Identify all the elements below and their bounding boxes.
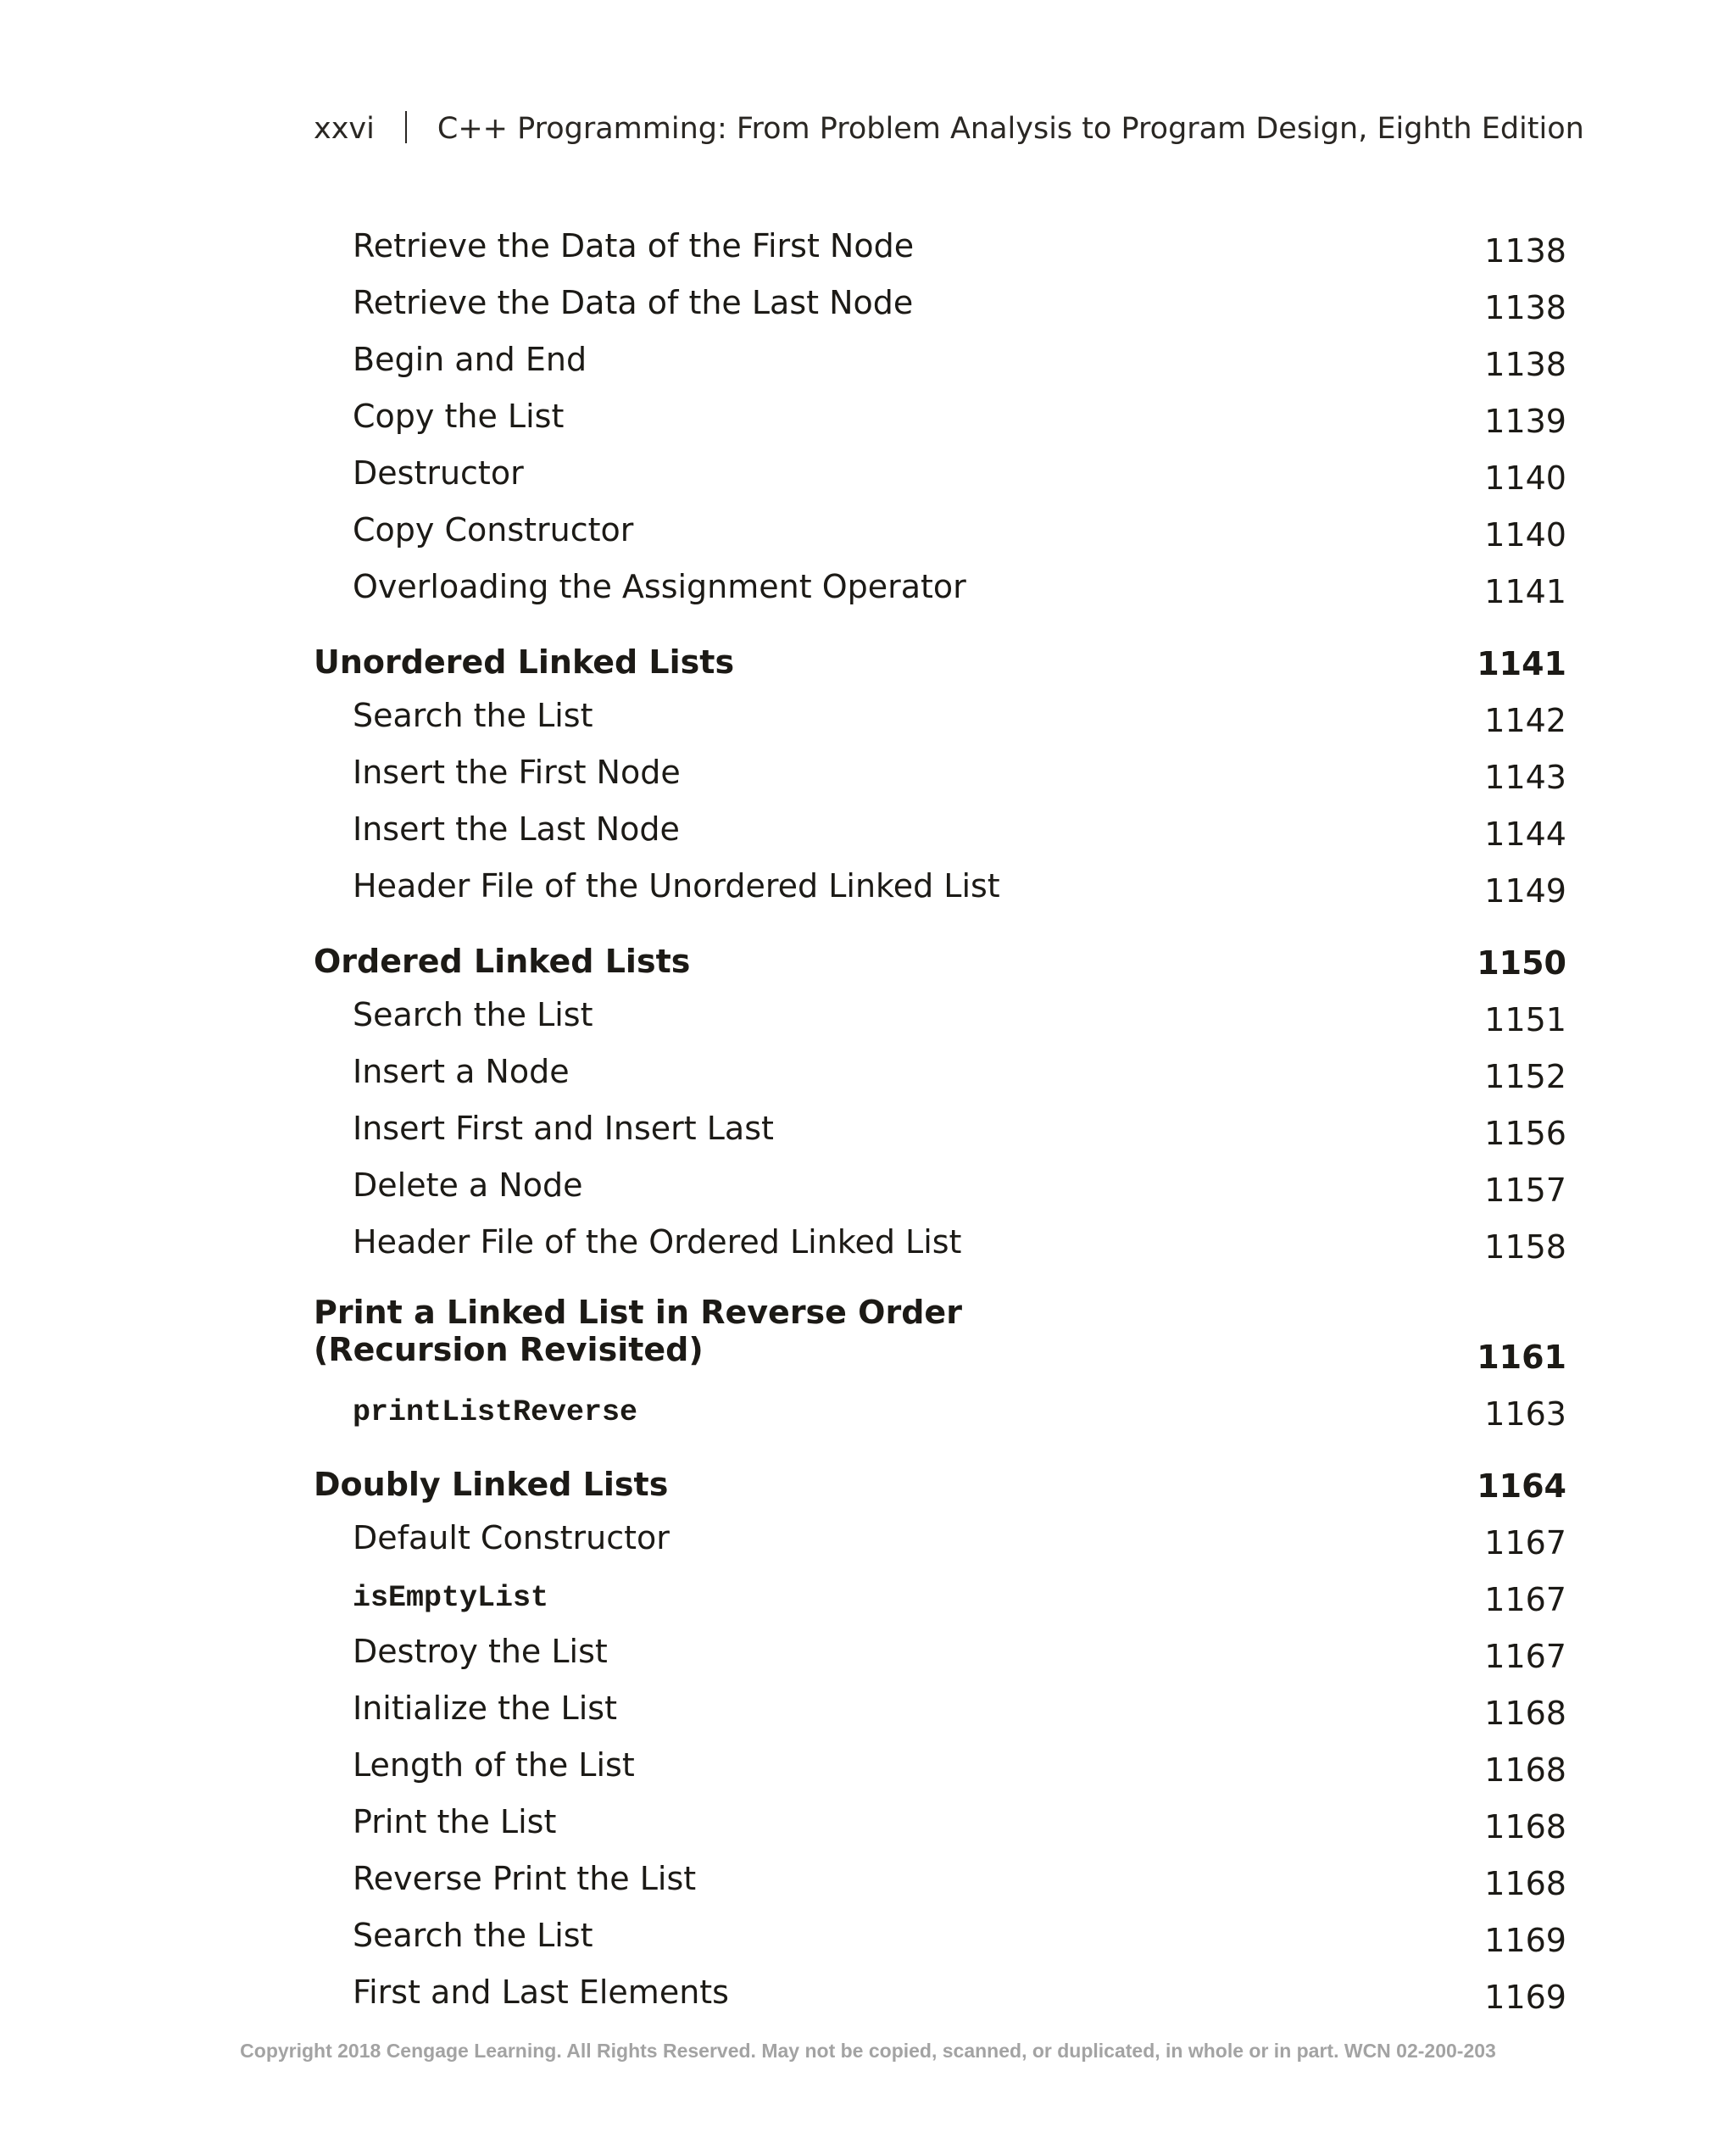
toc-entry-label: Destructor — [353, 454, 524, 492]
toc-entry-label-code: isEmptyList — [353, 1581, 549, 1615]
toc-entry-label: Overloading the Assignment Operator — [353, 568, 966, 605]
toc-section-page: 1164 — [1477, 1467, 1566, 1505]
toc-entry[interactable] — [314, 1628, 1566, 1684]
toc-entry-page: 1168 — [1484, 1695, 1566, 1732]
toc-entry[interactable] — [314, 1968, 1566, 2025]
running-head — [314, 109, 1584, 149]
toc-entry-page: 1138 — [1484, 232, 1566, 270]
toc-entry-label: Initialize the List — [353, 1690, 617, 1727]
toc-entry-page: 1138 — [1484, 289, 1566, 326]
toc-entry-label: Insert the Last Node — [353, 810, 680, 848]
toc-entry-label: Copy Constructor — [353, 511, 634, 548]
toc-entry-page: 1139 — [1484, 403, 1566, 440]
toc-entry-page: 1167 — [1484, 1638, 1566, 1675]
toc-entry-label: Insert a Node — [353, 1053, 570, 1090]
toc-entry[interactable] — [314, 222, 1566, 279]
toc-section-heading[interactable] — [314, 638, 1566, 692]
toc-entry-page: 1158 — [1484, 1228, 1566, 1266]
toc-entry-label: Search the List — [353, 697, 593, 734]
toc-entry[interactable] — [314, 1385, 1566, 1442]
toc-entry[interactable] — [314, 1105, 1566, 1161]
toc-entry[interactable] — [314, 991, 1566, 1048]
toc-entry-page: 1169 — [1484, 1922, 1566, 1959]
toc-section-label: Doubly Linked Lists — [314, 1466, 669, 1503]
toc-entry-page: 1143 — [1484, 759, 1566, 796]
toc-entry-label: Insert First and Insert Last — [353, 1110, 774, 1147]
toc-entry-page: 1141 — [1484, 573, 1566, 610]
toc-entry[interactable] — [314, 1855, 1566, 1912]
toc-entry-page: 1157 — [1484, 1172, 1566, 1209]
toc-entry-label: Header File of the Ordered Linked List — [353, 1223, 962, 1261]
toc-entry-page: 1169 — [1484, 1979, 1566, 2016]
toc-entry-label: Default Constructor — [353, 1519, 670, 1556]
toc-entry[interactable] — [314, 1218, 1566, 1275]
header-divider — [405, 111, 407, 143]
toc-entry[interactable] — [314, 336, 1566, 392]
toc-entry[interactable] — [314, 392, 1566, 449]
toc-entry-page: 1168 — [1484, 1865, 1566, 1902]
toc-entry-page: 1163 — [1484, 1395, 1566, 1433]
toc-entry[interactable] — [314, 1048, 1566, 1105]
toc-entry-label: Destroy the List — [353, 1633, 608, 1670]
toc-entry-page: 1140 — [1484, 516, 1566, 554]
toc-entry-label: Print the List — [353, 1803, 557, 1840]
toc-entry-label: Retrieve the Data of the Last Node — [353, 284, 914, 321]
toc-entry[interactable] — [314, 1798, 1566, 1855]
toc-entry[interactable] — [314, 449, 1566, 506]
toc-entry-page: 1168 — [1484, 1808, 1566, 1846]
toc-entry-label: Copy the List — [353, 398, 565, 435]
toc-section-heading[interactable] — [314, 938, 1566, 991]
toc-entry-page: 1167 — [1484, 1524, 1566, 1562]
toc-entry-page: 1167 — [1484, 1581, 1566, 1618]
toc-entry[interactable] — [314, 1741, 1566, 1798]
toc-entry[interactable] — [314, 563, 1566, 620]
toc-section-page: 1141 — [1477, 645, 1566, 682]
book-title: C++ Programming: From Problem Analysis to Program Design, Eighth Edition — [437, 112, 1584, 146]
toc-entry-label: Reverse Print the List — [353, 1860, 697, 1897]
toc-entry-label: Begin and End — [353, 341, 587, 378]
toc-entry-page: 1152 — [1484, 1058, 1566, 1095]
toc-entry[interactable] — [314, 1912, 1566, 1968]
toc-entry[interactable] — [314, 1161, 1566, 1218]
toc-entry[interactable] — [314, 506, 1566, 563]
toc-entry[interactable] — [314, 862, 1566, 919]
toc-section-page: 1150 — [1477, 944, 1566, 982]
copyright-footer: Copyright 2018 Cengage Learning. All Rights Reserved. May not be copied, scanned, or duplicated, in whole or in part. WCN 02-200-203 — [240, 2040, 1496, 2062]
toc-entry-label-code: printListReverse — [353, 1395, 638, 1429]
toc-entry-label: Insert the First Node — [353, 754, 681, 791]
toc-entry[interactable] — [314, 279, 1566, 336]
toc-entry[interactable] — [314, 805, 1566, 862]
toc-section-heading[interactable] — [314, 1294, 1566, 1385]
toc-section-label-line2: (Recursion Revisited) — [314, 1331, 704, 1368]
toc-entry[interactable] — [314, 749, 1566, 805]
toc-entry-label: Search the List — [353, 1917, 593, 1954]
toc-entry-page: 1168 — [1484, 1751, 1566, 1789]
toc-entry-label: Delete a Node — [353, 1166, 583, 1204]
toc-entry[interactable] — [314, 1571, 1566, 1628]
toc-section-label: Unordered Linked Lists — [314, 643, 735, 681]
toc-entry-label: Length of the List — [353, 1746, 635, 1784]
toc-entry-label: First and Last Elements — [353, 1974, 729, 2011]
toc-section-label: Ordered Linked Lists — [314, 943, 691, 980]
toc-entry[interactable] — [314, 1514, 1566, 1571]
toc-entry-label: Retrieve the Data of the First Node — [353, 227, 915, 264]
toc-entry-page: 1142 — [1484, 702, 1566, 739]
toc-entry-label: Header File of the Unordered Linked List — [353, 867, 1000, 905]
table-of-contents — [314, 222, 1566, 2025]
toc-entry[interactable] — [314, 1684, 1566, 1741]
toc-section-heading[interactable] — [314, 1461, 1566, 1514]
toc-section-page: 1161 — [1477, 1339, 1566, 1376]
page-number: xxvi — [314, 112, 375, 146]
toc-entry-page: 1151 — [1484, 1001, 1566, 1038]
toc-entry-page: 1149 — [1484, 872, 1566, 910]
toc-entry-page: 1156 — [1484, 1115, 1566, 1152]
toc-entry-label: Search the List — [353, 996, 593, 1033]
toc-entry-page: 1138 — [1484, 346, 1566, 383]
toc-entry-page: 1140 — [1484, 459, 1566, 497]
toc-entry-page: 1144 — [1484, 816, 1566, 853]
toc-section-label-line1: Print a Linked List in Reverse Order — [314, 1294, 962, 1331]
toc-entry[interactable] — [314, 692, 1566, 749]
